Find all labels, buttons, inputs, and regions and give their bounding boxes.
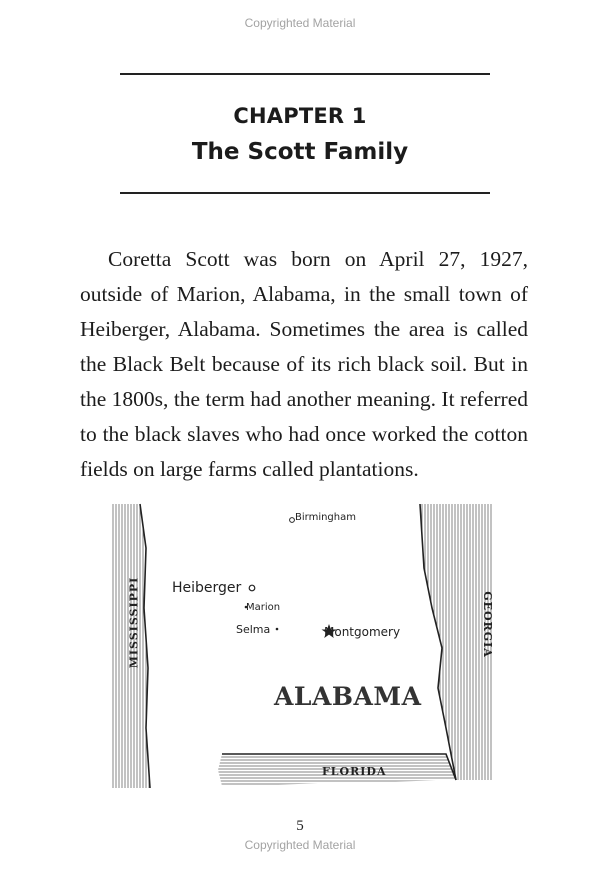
heiberger-marker (249, 585, 255, 591)
alabama-label: ALABAMA (274, 682, 422, 711)
alabama-map (112, 498, 492, 798)
page-number: 5 (296, 818, 304, 834)
chapter-title: The Scott Family (191, 139, 409, 165)
body-paragraph: Coretta Scott was born on April 27, 1927, outside of Marion, Alabama, in the small town of Heiberger, Alabama. Sometimes the area is called the Black Belt because of its rich black soil. But in the 1800s, the term had another meaning. It referred to the black slaves who had once worked the cotton fields on large farms called plantations. (80, 247, 528, 481)
selma-label: Selma (236, 623, 271, 636)
selma-marker (276, 628, 279, 631)
chapter-number: CHAPTER 1 (233, 104, 367, 128)
heiberger-label: Heiberger (172, 580, 242, 596)
georgia-label: GEORGIA (480, 591, 494, 658)
mississippi-label: MISSISSIPPI (127, 576, 141, 669)
chapter-rule-top (120, 73, 490, 75)
watermark-bottom: Copyrighted Material (244, 838, 356, 852)
florida-label: FLORIDA (322, 765, 387, 778)
montgomery-label: Montgomery (324, 625, 401, 639)
chapter-rule-bottom (120, 192, 490, 194)
watermark-top: Copyrighted Material (244, 16, 356, 30)
birmingham-label: Birmingham (295, 512, 356, 523)
birmingham-marker (290, 518, 295, 523)
map-drawing (112, 498, 492, 798)
marion-label: Marion (246, 602, 281, 613)
